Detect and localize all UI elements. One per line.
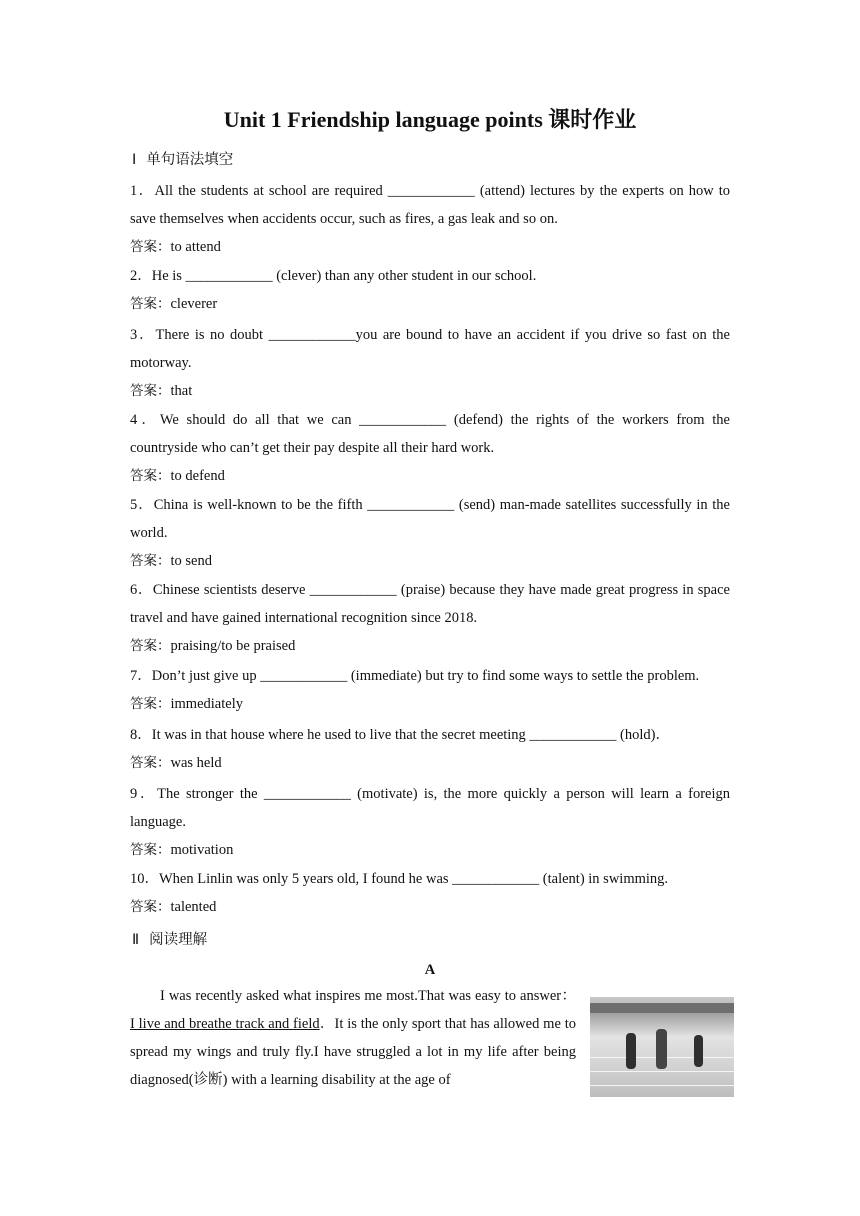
passage-heading: A: [424, 962, 436, 978]
question-block: [130, 491, 730, 575]
reading-passage: [130, 982, 576, 1094]
section-heading-grammar: [132, 150, 233, 170]
answer-label: 答案：: [130, 755, 171, 771]
passage-text-rest: ．It is the only sport that has allowed me to spread my wings and truly fly.I have struggled a lot in my life after being diagnosed(诊断) with a learning disability at the age of: [130, 1016, 576, 1088]
runner-figure: [626, 1033, 636, 1069]
answer-value: praising/to be praised: [170, 638, 296, 654]
question-block: [130, 406, 730, 490]
question-block: [130, 865, 730, 921]
answer-value: to attend: [170, 239, 221, 255]
question-block: [130, 321, 730, 405]
answer-line: [130, 690, 730, 718]
underlined-phrase: I live and breathe track and field: [130, 1016, 320, 1032]
answer-label: 答案：: [130, 553, 171, 569]
answer-line: [130, 377, 730, 405]
answer-line: [130, 290, 730, 318]
question-text: 1．All the students at school are required ____________ (attend) lectures by the experts on how to save themselves when accidents occur, such as fires, a gas leak and so on.: [130, 183, 730, 227]
question-block: [130, 662, 730, 718]
answer-value: to defend: [170, 468, 225, 484]
answer-line: [130, 632, 730, 660]
runner-figure: [694, 1035, 703, 1067]
question-block: [130, 262, 730, 318]
question-text: 7．Don’t just give up ____________ (immediate) but try to find some ways to settle the problem.: [130, 668, 700, 684]
answer-value: talented: [170, 899, 217, 915]
section-number: Ⅰ: [132, 152, 137, 168]
answer-value: was held: [170, 755, 222, 771]
answer-line: [130, 893, 730, 921]
question-text: 3．There is no doubt ____________you are bound to have an accident if you drive so fast on the motorway.: [130, 327, 730, 371]
section-label: 单句语法填空: [146, 152, 234, 168]
question-text: 6．Chinese scientists deserve ____________ (praise) because they have made great progress in space travel and have gained international recognition since 2018.: [130, 582, 730, 626]
answer-line: [130, 547, 730, 575]
question-text: 5．China is well-known to be the fifth ____________ (send) man-made satellites successfully in the world.: [130, 497, 730, 541]
answer-value: motivation: [170, 842, 234, 858]
question-text: 4．We should do all that we can ____________ (defend) the rights of the workers from the countryside who can’t get their pay despite all their hard work.: [130, 412, 730, 456]
answer-label: 答案：: [130, 239, 171, 255]
question-text: 10．When Linlin was only 5 years old, I found he was ____________ (talent) in swimming.: [130, 871, 669, 887]
section-number: Ⅱ: [132, 932, 140, 948]
answer-label: 答案：: [130, 842, 171, 858]
section-label: 阅读理解: [149, 932, 208, 948]
answer-line: [130, 836, 730, 864]
answer-line: [130, 233, 730, 261]
question-block: [130, 177, 730, 261]
track-lane-line: [590, 1071, 734, 1072]
passage-text-start: I was recently asked what inspires me most.That was easy to answer：: [160, 988, 576, 1004]
answer-value: that: [170, 383, 193, 399]
answer-value: cleverer: [170, 296, 218, 312]
question-text: 8．It was in that house where he used to live that the secret meeting ____________ (hold)．: [130, 727, 670, 743]
track-runners-photo: [590, 997, 734, 1097]
answer-label: 答案：: [130, 638, 171, 654]
question-block: [130, 721, 730, 777]
answer-value: immediately: [170, 696, 243, 712]
question-block: [130, 780, 730, 864]
track-lane-line: [590, 1085, 734, 1086]
answer-label: 答案：: [130, 296, 171, 312]
question-block: [130, 576, 730, 660]
answer-label: 答案：: [130, 383, 171, 399]
question-text: 2．He is ____________ (clever) than any other student in our school.: [130, 268, 537, 284]
answer-label: 答案：: [130, 899, 171, 915]
answer-label: 答案：: [130, 468, 171, 484]
question-text: 9．The stronger the ____________ (motivate) is, the more quickly a person will learn a foreign language.: [130, 786, 730, 830]
answer-line: [130, 462, 730, 490]
page-title: Unit 1 Friendship language points 课时作业: [223, 107, 637, 132]
section-heading-reading: [132, 930, 207, 950]
runner-figure: [656, 1029, 667, 1069]
stadium-banner: [590, 1003, 734, 1013]
answer-label: 答案：: [130, 696, 171, 712]
answer-value: to send: [170, 553, 212, 569]
answer-line: [130, 749, 730, 777]
